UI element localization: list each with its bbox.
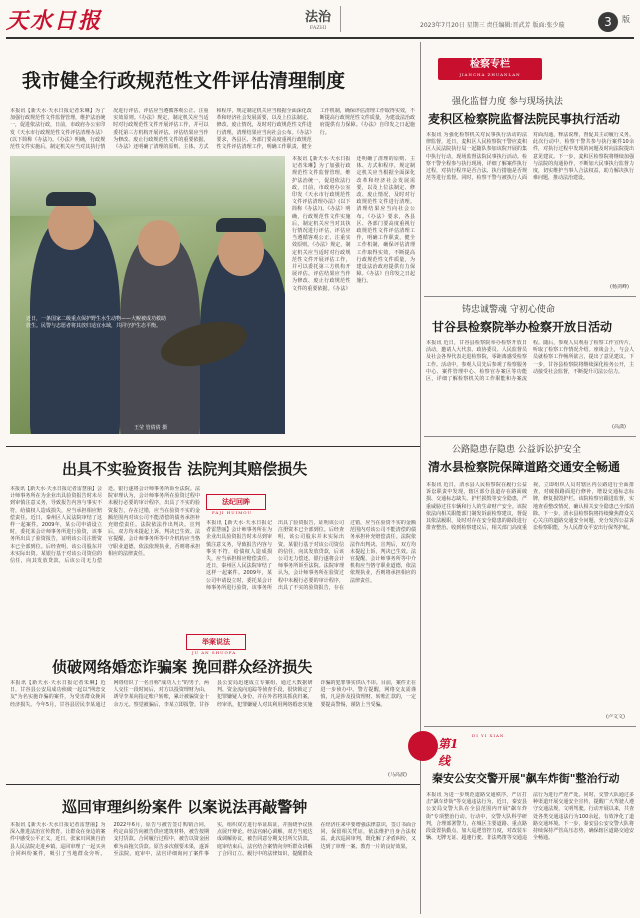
story3-kicker: 公路隐患存隐患 公益诉讼护安全 <box>452 445 581 455</box>
lead-body-continued: 本报讯【新天水·天水日报记者朱琳】为了加强行政规范性文件监督管理，维护法治统一，促进依法行政，日前，市政府办公室印发《天水市行政规范性文件评估清理办法》(以下简称《办法》)。《办法》明确，行政规范性文件实施后，制定机关应当对其执行情况进行评估，评估应当遵循客观公正、注重实效原则。《办法》规定，制定机关应当适时对行政规范性文件开展评估工作，并可以委托第三方机构开展评估。评估结果应当作为修改、废止行政规范性文件的重要依据。《办法》还明确了清理的原则、主体、方式和程序，规定制定机关应当根据全面深化改革和经济社会发展需要，以及上位法制定、修改、废止情况，及时对行政规范性文件进行清理。清理结果应当向社会公布。《办法》要求，各县区、各部门要高度重视行政规范性文件评估清理工作，明确工作职责，健全工作机制，确保评估清理工作取得实效，不断提高行政规范性文件质量，为建设法治政府提供有力保障。《办法》自印发之日起施行。 <box>292 156 415 292</box>
lead-body: 本报讯【新天水·天水日报记者朱琳】为了加强行政规范性文件监督管理，维护法治统一，促进依法行政，日前，市政府办公室印发《天水市行政规范性文件评估清理办法》(以下简称《办法》)。《办法》明确，行政规范性文件实施后，制定机关应当对其执行情况进行评估，评估应当遵循客观公正、注重实效原则。《办法》规定，制定机关应当适时对行政规范性文件开展评估工作，并可以委托第三方机构开展评估。评估结果应当作为修改、废止行政规范性文件的重要依据。《办法》还明确了清理的原则、主体、方式和程序，规定制定机关应当根据全面深化改革和经济社会发展需要，以及上位法制定、修改、废止情况，及时对行政规范性文件进行清理。清理结果应当向社会公布。《办法》要求，各县区、各部门要高度重视行政规范性文件评估清理工作，明确工作职责，健全工作机制，确保评估清理工作取得实效，不断提高行政规范性文件质量，为建设法治政府提供有力保障。《办法》自印发之日起施行。 <box>10 108 415 151</box>
story2-body: 本报讯 近日，甘谷县检察院举办检察开放日活动，邀请人大代表、政协委员、人民监督员及社会各界代表走进检察院，零距离感受检察工作。活动中，参观人员先后参观了检察服务中心、案件管理中心、检察官办案区等功能区，详细了解检察机关的工作职能和办案流程。随后，参观人员观看了检察工作宣传片，听取了检察工作情况介绍。座谈会上，与会人员就检察工作畅所欲言，提出了意见建议。下一步，甘谷县检察院将继续深化检务公开，主动接受社会监督，不断提升司法公信力。 <box>426 340 634 383</box>
story-divider <box>424 296 636 297</box>
column-divider <box>420 42 421 914</box>
story2-kicker: 铸忠诚警魂 守初心使命 <box>462 305 555 315</box>
story-divider <box>424 726 636 727</box>
photo-caption: 近日，一条国家二级重点保护野生水生动物——大鲵被成功救助放生。民警与志愿者将其放归适宜水域，共同守护生态平衡。 <box>26 316 167 329</box>
lower-credit: (马高波) <box>388 772 407 778</box>
middle-column-tag-en: FAJI HUIMOU <box>212 510 252 515</box>
story2-title: 甘谷县检察院举办检察开放日活动 <box>432 320 613 334</box>
middle-body: 本报讯【新天水·天水日报记者雷慧丽】会计师事务所在为企业出具验资报告时未尽到审慎注意义务，导致报告内容与事实不符，给债权人造成损失，应当承担相应赔偿责任。近日，秦州区人民法院审结了这样一起案件。2009年，某公司申请设立时，委托某会计师事务所进行验资，该事务所出具了验资报告，证明该公司注册资本已全部到位。后经查明，该公司股东并未实际出资。某银行基于对该公司资信的信任，向其发放贷款，后该公司无力偿还。银行遂将会计师事务所诉至法院。法院审理认为，会计师事务所在验资过程中未履行必要的审计程序，出具了不实的验资报告，存在过错，应当在验资不实的金额范围内对该公司不能清偿的债务承担补充赔偿责任。法院依法作出判决。宣判后，双方均未提起上诉，判决已生效。法官提醒，会计师事务所等中介机构应当恪守职业道德，依法依规执业，否则将承担相应的法律责任。 <box>10 486 200 565</box>
lower-column-tag: 举案说法 <box>186 634 246 650</box>
first-line-badge-text: 第1线 <box>438 737 459 768</box>
story2-credit: (高潇) <box>612 424 626 430</box>
header-info: 2023年7月20日 星期三 责任编辑:晋武芳 版面:张少璇 <box>420 22 565 29</box>
lower-body: 本报讯【新天水·天水日报记者朱琳】近日，甘谷县公安局成功侦破一起以"网恋交友"为名实施诈骗的案件，为受害群众挽回经济损失。今年5月，甘谷县居民李某通过网络结识了一名自称"成功人士"的男子，两人交往一段时间后，对方以投资理财为由，诱导李某向指定账户转账，累计被骗资金十余万元。察觉被骗后，李某立即报警。甘谷县公安局迅速成立专案组，通过大数据研判、资金流向追踪等侦查手段，很快锁定了犯罪嫌疑人身份，并在外省将其抓获归案。经审讯，犯罪嫌疑人对其利用网络婚恋实施诈骗的犯罪事实供认不讳。目前，案件正在进一步侦办中。警方提醒，网络交友需谨慎，凡是涉及投资理财、转账汇款的，一定要提高警惕，谨防上当受骗。 <box>10 680 416 708</box>
bottom-body: 本报讯【新天水·天水日报记者雷慧丽】为深入推进法治宣传教育，让群众在身边的案件中感受公平正义，近日，张家川回族自治县人民法院走进乡镇，巡回审理了一起买卖合同纠纷案件，吸引了当地群众旁听。2022年6月，原告与被告签订购销合同，约定由原告向被告供应建筑材料，被告按期支付货款。合同履行过程中，被告以资金困难为由拖欠货款。原告多次催要未果，遂诉至法院。庭审中，法官详细询问了案件事实，组织双方进行举证质证，并围绕争议焦点展开辩论。经法官耐心调解，双方当庭达成调解协议，被告同意分期支付所欠货款。庭审结束后，法官结合案情向旁听群众讲解了合同订立、履行中的法律知识，提醒群众在经济往来中要增强法律意识，签订书面合同，保留相关凭证，依法维护自身合法权益。此次巡回审判，既化解了矛盾纠纷，又达到了审理一案、教育一片的良好效果。 <box>10 822 416 857</box>
section-divider <box>6 446 420 447</box>
header-rule <box>6 37 634 39</box>
story1-kicker: 强化监督力度 参与现场执法 <box>452 97 563 107</box>
column-banner <box>438 58 542 80</box>
lower-column-tag-en: JU AN SHUOFA <box>192 650 237 655</box>
middle-column-tag: 法纪回眸 <box>206 494 266 510</box>
story1-body: 本报讯 为强化检察机关对民事执行活动的法律监督，近日，麦积区人民检察院干警应麦积区人民法院执行局一起随队参加该院开展的集中执行行动，现场监督法院民事执行活动。检察干警全程参与执行现场，详细了解案件执行过程，对执行程序是否合法、执行措施是否规范等进行监督。同时，检察干警与被执行人面对面沟通，释法说理，督促其主动履行义务。此次行动中，检察干警共参与执行案件10余件，对执行过程中发现的问题及时向法院提出意见建议。下一步，麦积区检察院将继续加强与法院的沟通协作，不断加大民事执行监督力度，切实维护当事人合法权益，助力解决执行难问题，推动法治建设。 <box>426 132 634 182</box>
lead-title: 我市健全行政规范性文件评估清理制度 <box>22 70 346 92</box>
photo-head-right <box>218 226 264 276</box>
first-line-badge <box>408 731 470 768</box>
story-divider <box>424 436 636 437</box>
page-label: 版 <box>622 15 630 24</box>
first-line-badge-en: DI YI XIAN <box>472 733 505 738</box>
story4-body: 本报讯 为进一步规范道路交通秩序，严厉打击"飙车炸街"等交通违法行为，近日，秦安县公安局交警大队在全县范围内开展"飙车炸街"专项整治行动。行动中，交警大队科学研判，合理部署警力，在城区主要道路、重点路段设置执勤点，加大巡逻管控力度，对改装车辆、无牌无证、超速行驶、非法鸣笛等交通违法行为进行严查严处。同时，交警大队通过多种渠道开展交通安全宣传，提醒广大驾驶人遵守交通法规，文明驾驶。行动开展以来，共查处各类交通违法行为100余起，有效净化了道路交通环境。下一步，秦安县公安交警大队将持续保持严管高压态势，确保辖区道路交通安全畅通。 <box>426 792 634 842</box>
section-name: 法治 <box>304 10 331 25</box>
section-tag <box>296 6 341 32</box>
middle-body-continued: 本报讯【新天水·天水日报记者雷慧丽】会计师事务所在为企业出具验资报告时未尽到审慎注意义务，导致报告内容与事实不符，给债权人造成损失，应当承担相应赔偿责任。近日，秦州区人民法院审结了这样一起案件。2009年，某公司申请设立时，委托某会计师事务所进行验资，该事务所出具了验资报告，证明该公司注册资本已全部到位。后经查明，该公司股东并未实际出资。某银行基于对该公司资信的信任，向其发放贷款，后该公司无力偿还。银行遂将会计师事务所诉至法院。法院审理认为，会计师事务所在验资过程中未履行必要的审计程序，出具了不实的验资报告，存在过错，应当在验资不实的金额范围内对该公司不能清偿的债务承担补充赔偿责任。法院依法作出判决。宣判后，双方均未提起上诉，判决已生效。法官提醒，会计师事务所等中介机构应当恪守职业道德，依法依规执业，否则将承担相应的法律责任。 <box>206 520 416 591</box>
page-number: 3 <box>598 12 618 32</box>
photo-cap-left <box>46 192 96 206</box>
news-photo <box>10 156 285 434</box>
column-banner-en: JIANCHA ZHUANLAN <box>459 72 521 77</box>
story3-credit: (卢文文) <box>606 714 625 720</box>
photo-background <box>10 156 285 216</box>
masthead: 天水日报 <box>6 8 103 34</box>
photo-head-middle <box>138 220 180 266</box>
story1-title: 麦积区检察院监督法院民事执行活动 <box>428 112 621 126</box>
story4-title: 秦安公安交警开展"飙车炸街"整治行动 <box>432 772 620 785</box>
section-name-en: FAZHI <box>309 25 327 31</box>
bottom-title: 巡回审理纠纷案件 以案说法再敲警钟 <box>62 798 308 816</box>
photo-head-left <box>48 200 94 250</box>
photo-cap-right <box>216 218 266 232</box>
column-banner-title: 检察专栏 <box>470 59 510 70</box>
photo-credit: 王莹 管倩倩 摄 <box>134 425 168 431</box>
story3-body: 本报讯 近日，清水县人民检察院在履行公益诉讼职责中发现，辖区部分县道存在路面破损、交通标志缺失、护栏损毁等安全隐患，严重威胁过往车辆和行人的生命财产安全。该院依法向相关职能部门制发诉前检察建议，督促其依法履职，及时对存在安全隐患的路段进行排查整治。收到检察建议后，相关部门高度重视，立即组织人员对辖区内公路进行全面排查，对破损路面进行修补，增设交通标志标牌，修复损毁护栏。该院检察官跟进监督，实地查看整改情况，确认相关安全隐患已全部消除。下一步，清水县检察院将持续聚焦群众关心关注的道路交通安全问题，充分发挥公益诉讼检察职能，为人民群众平安出行保驾护航。 <box>426 482 634 532</box>
section-divider <box>6 784 420 785</box>
lower-title: 侦破网络婚恋诈骗案 挽回群众经济损失 <box>52 658 313 676</box>
story3-title: 清水县检察院保障道路交通安全畅通 <box>428 460 621 474</box>
story1-credit: (杨剑峰) <box>610 284 629 290</box>
middle-title: 出具不实验资报告 法院判其赔偿损失 <box>62 460 308 478</box>
